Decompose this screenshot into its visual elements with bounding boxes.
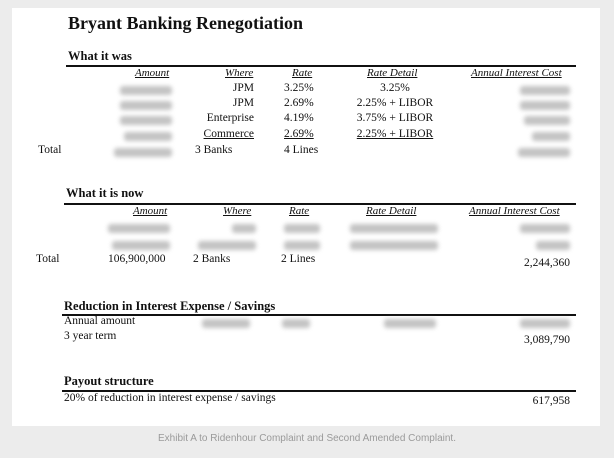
redacted-amount — [124, 132, 172, 141]
section-payout-heading: Payout structure — [64, 374, 154, 388]
redacted-cost — [520, 224, 570, 233]
redacted-rate — [284, 224, 320, 233]
redacted-value — [384, 319, 436, 328]
row-rate: 3.25% — [284, 82, 314, 94]
total-where: 2 Banks — [193, 253, 231, 265]
col-header-rate-detail: Rate Detail — [366, 205, 417, 217]
three-year-term-label: 3 year term — [64, 330, 117, 342]
total-rate: 4 Lines — [284, 144, 319, 156]
row-where: Commerce — [203, 128, 254, 140]
row-rate-detail: 3.25% — [380, 82, 410, 94]
section-reduction-heading: Reduction in Interest Expense / Savings — [64, 299, 276, 313]
redacted-cost — [536, 241, 570, 250]
redacted-annual-amount — [520, 319, 570, 328]
row-rate: 4.19% — [284, 112, 314, 124]
total-amount: 106,900,000 — [108, 253, 166, 265]
row-where: JPM — [232, 97, 254, 109]
document-title: Bryant Banking Renegotiation — [68, 13, 304, 33]
total-where: 3 Banks — [195, 144, 233, 156]
redacted-amount — [120, 86, 172, 95]
row-rate-detail: 2.25% + LIBOR — [356, 128, 434, 140]
redacted-value — [282, 319, 310, 328]
section-what-it-was-heading: What it was — [68, 49, 132, 63]
row-rate-detail: 2.25% + LIBOR — [356, 97, 434, 109]
redacted-cost — [532, 132, 570, 141]
redacted-where — [232, 224, 256, 233]
section-what-it-is-now-heading: What it is now — [66, 186, 144, 200]
redacted-value — [202, 319, 250, 328]
redacted-total-cost — [518, 148, 570, 157]
row-where: JPM — [232, 82, 254, 94]
row-rate: 2.69% — [284, 97, 314, 109]
section-divider — [62, 314, 576, 316]
document-page — [12, 8, 600, 426]
col-header-rate: Rate — [289, 205, 310, 217]
redacted-amount — [108, 224, 170, 233]
col-header-where: Where — [223, 205, 252, 217]
redacted-cost — [520, 86, 570, 95]
redacted-amount — [120, 101, 172, 110]
redacted-amount — [120, 116, 172, 125]
figure-caption: Exhibit A to Ridenhour Complaint and Second Amended Complaint. — [158, 433, 456, 444]
total-label: Total — [38, 144, 62, 156]
total-rate: 2 Lines — [281, 253, 316, 265]
redacted-rate — [284, 241, 320, 250]
annual-amount-label: Annual amount — [64, 315, 136, 327]
redacted-total-amount — [114, 148, 172, 157]
payout-label: 20% of reduction in interest expense / savings — [64, 392, 276, 404]
redacted-cost — [524, 116, 570, 125]
row-rate: 2.69% — [284, 128, 314, 140]
redacted-rate-detail — [350, 224, 438, 233]
row-where: Enterprise — [206, 112, 254, 124]
col-header-rate: Rate — [292, 67, 313, 79]
col-header-where: Where — [225, 67, 254, 79]
redacted-rate-detail — [350, 241, 438, 250]
three-year-term-value: 3,089,790 — [524, 334, 570, 346]
col-header-annual-interest-cost: Annual Interest Cost — [471, 67, 562, 79]
total-annual-interest-cost: 2,244,360 — [524, 257, 570, 269]
col-header-rate-detail: Rate Detail — [367, 67, 418, 79]
redacted-cost — [520, 101, 570, 110]
redacted-amount — [112, 241, 170, 250]
col-header-amount: Amount — [133, 205, 168, 217]
payout-value: 617,958 — [532, 395, 570, 407]
redacted-where — [198, 241, 256, 250]
total-label: Total — [36, 253, 60, 265]
row-rate-detail: 3.75% + LIBOR — [356, 112, 434, 124]
col-header-amount: Amount — [135, 67, 170, 79]
col-header-annual-interest-cost: Annual Interest Cost — [469, 205, 560, 217]
